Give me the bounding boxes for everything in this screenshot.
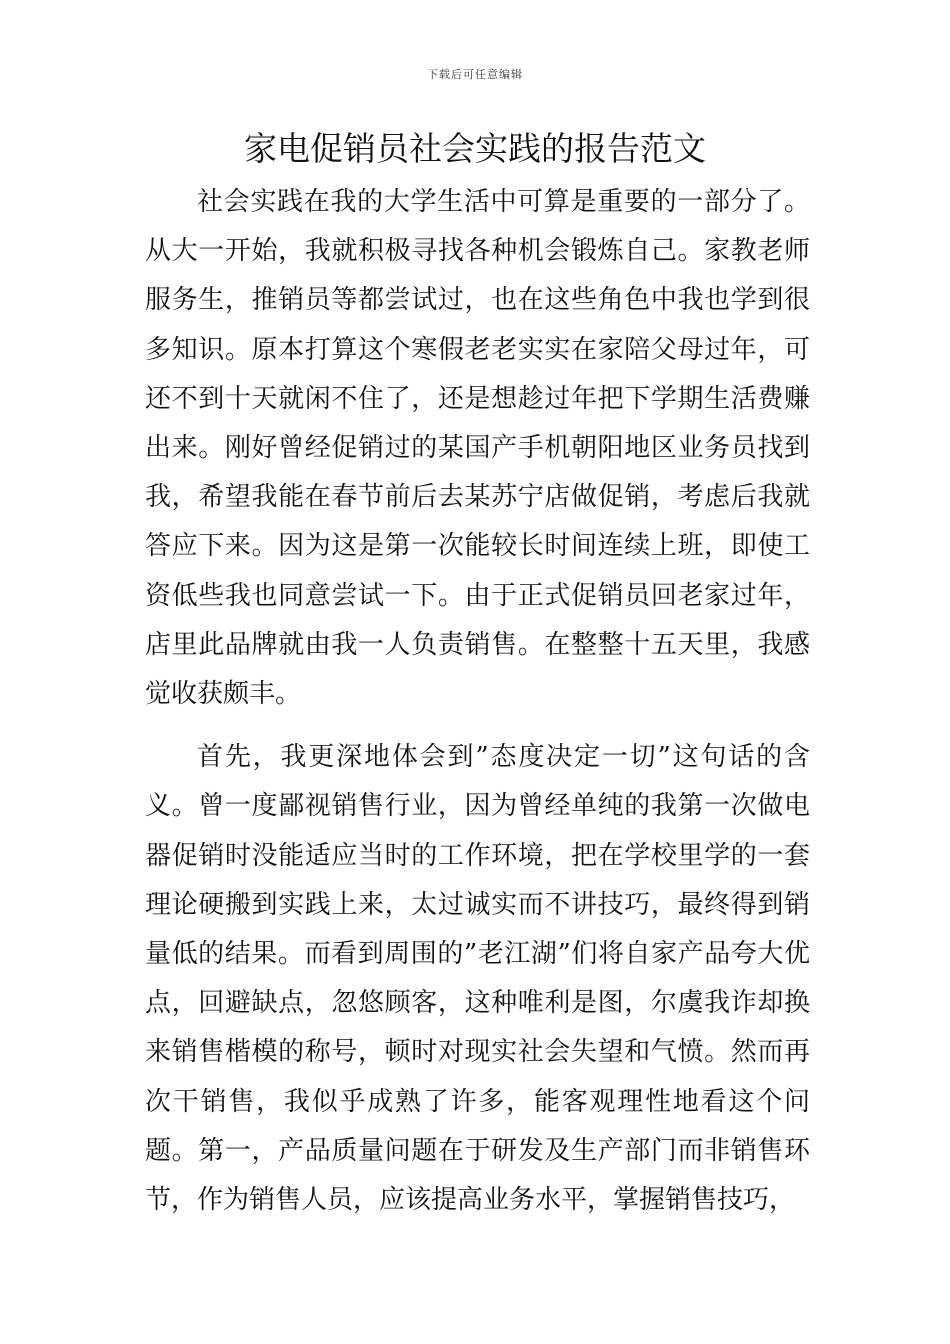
paragraph-1: 社会实践在我的大学生活中可算是重要的一部分了。从大一开始，我就积极寻找各种机会锻炼自己。家教老师服务生，推销员等都尝试过，也在这些角色中我也学到很多知识。原本打算这个寒假老老实实在家陪父母过年，可还不到十天就闲不住了，还是想趁过年把下学期生活费赚出来。刚好曾经促销过的某国产手机朝阳地区业务员找到我，希望我能在春节前后去某苏宁店做促销，考虑后我就答应下来。因为这是第一次能较长时间连续上班，即使工资低些我也同意尝试一下。由于正式促销员回老家过年，店里此品牌就由我一人负责销售。在整整十五天里，我感觉收获颇丰。 xyxy=(145,187,810,710)
page-header-note: 下载后可任意编辑 xyxy=(427,68,523,81)
paragraph-2: 首先，我更深地体会到”态度决定一切”这句话的含义。曾一度鄙视销售行业，因为曾经单纯的我第一次做电器促销时没能适应当时的工作环境，把在学校里学的一套理论硬搬到实践上来，太过诚实而不讲技巧，最终得到销量低的结果。而看到周围的”老江湖”们将自家产品夸大优点，回避缺点，忽悠顾客，这种唯利是图，尔虞我诈却换来销售楷模的称号，顿时对现实社会失望和气愤。然而再次干销售，我似乎成熟了许多，能客观理性地看这个问题。第一，产品质量问题在于研发及生产部门而非销售环节，作为销售人员，应该提高业务水平，掌握销售技巧， xyxy=(145,742,810,1216)
document-title: 家电促销员社会实践的报告范文 xyxy=(244,129,706,168)
document-body xyxy=(145,178,810,1225)
